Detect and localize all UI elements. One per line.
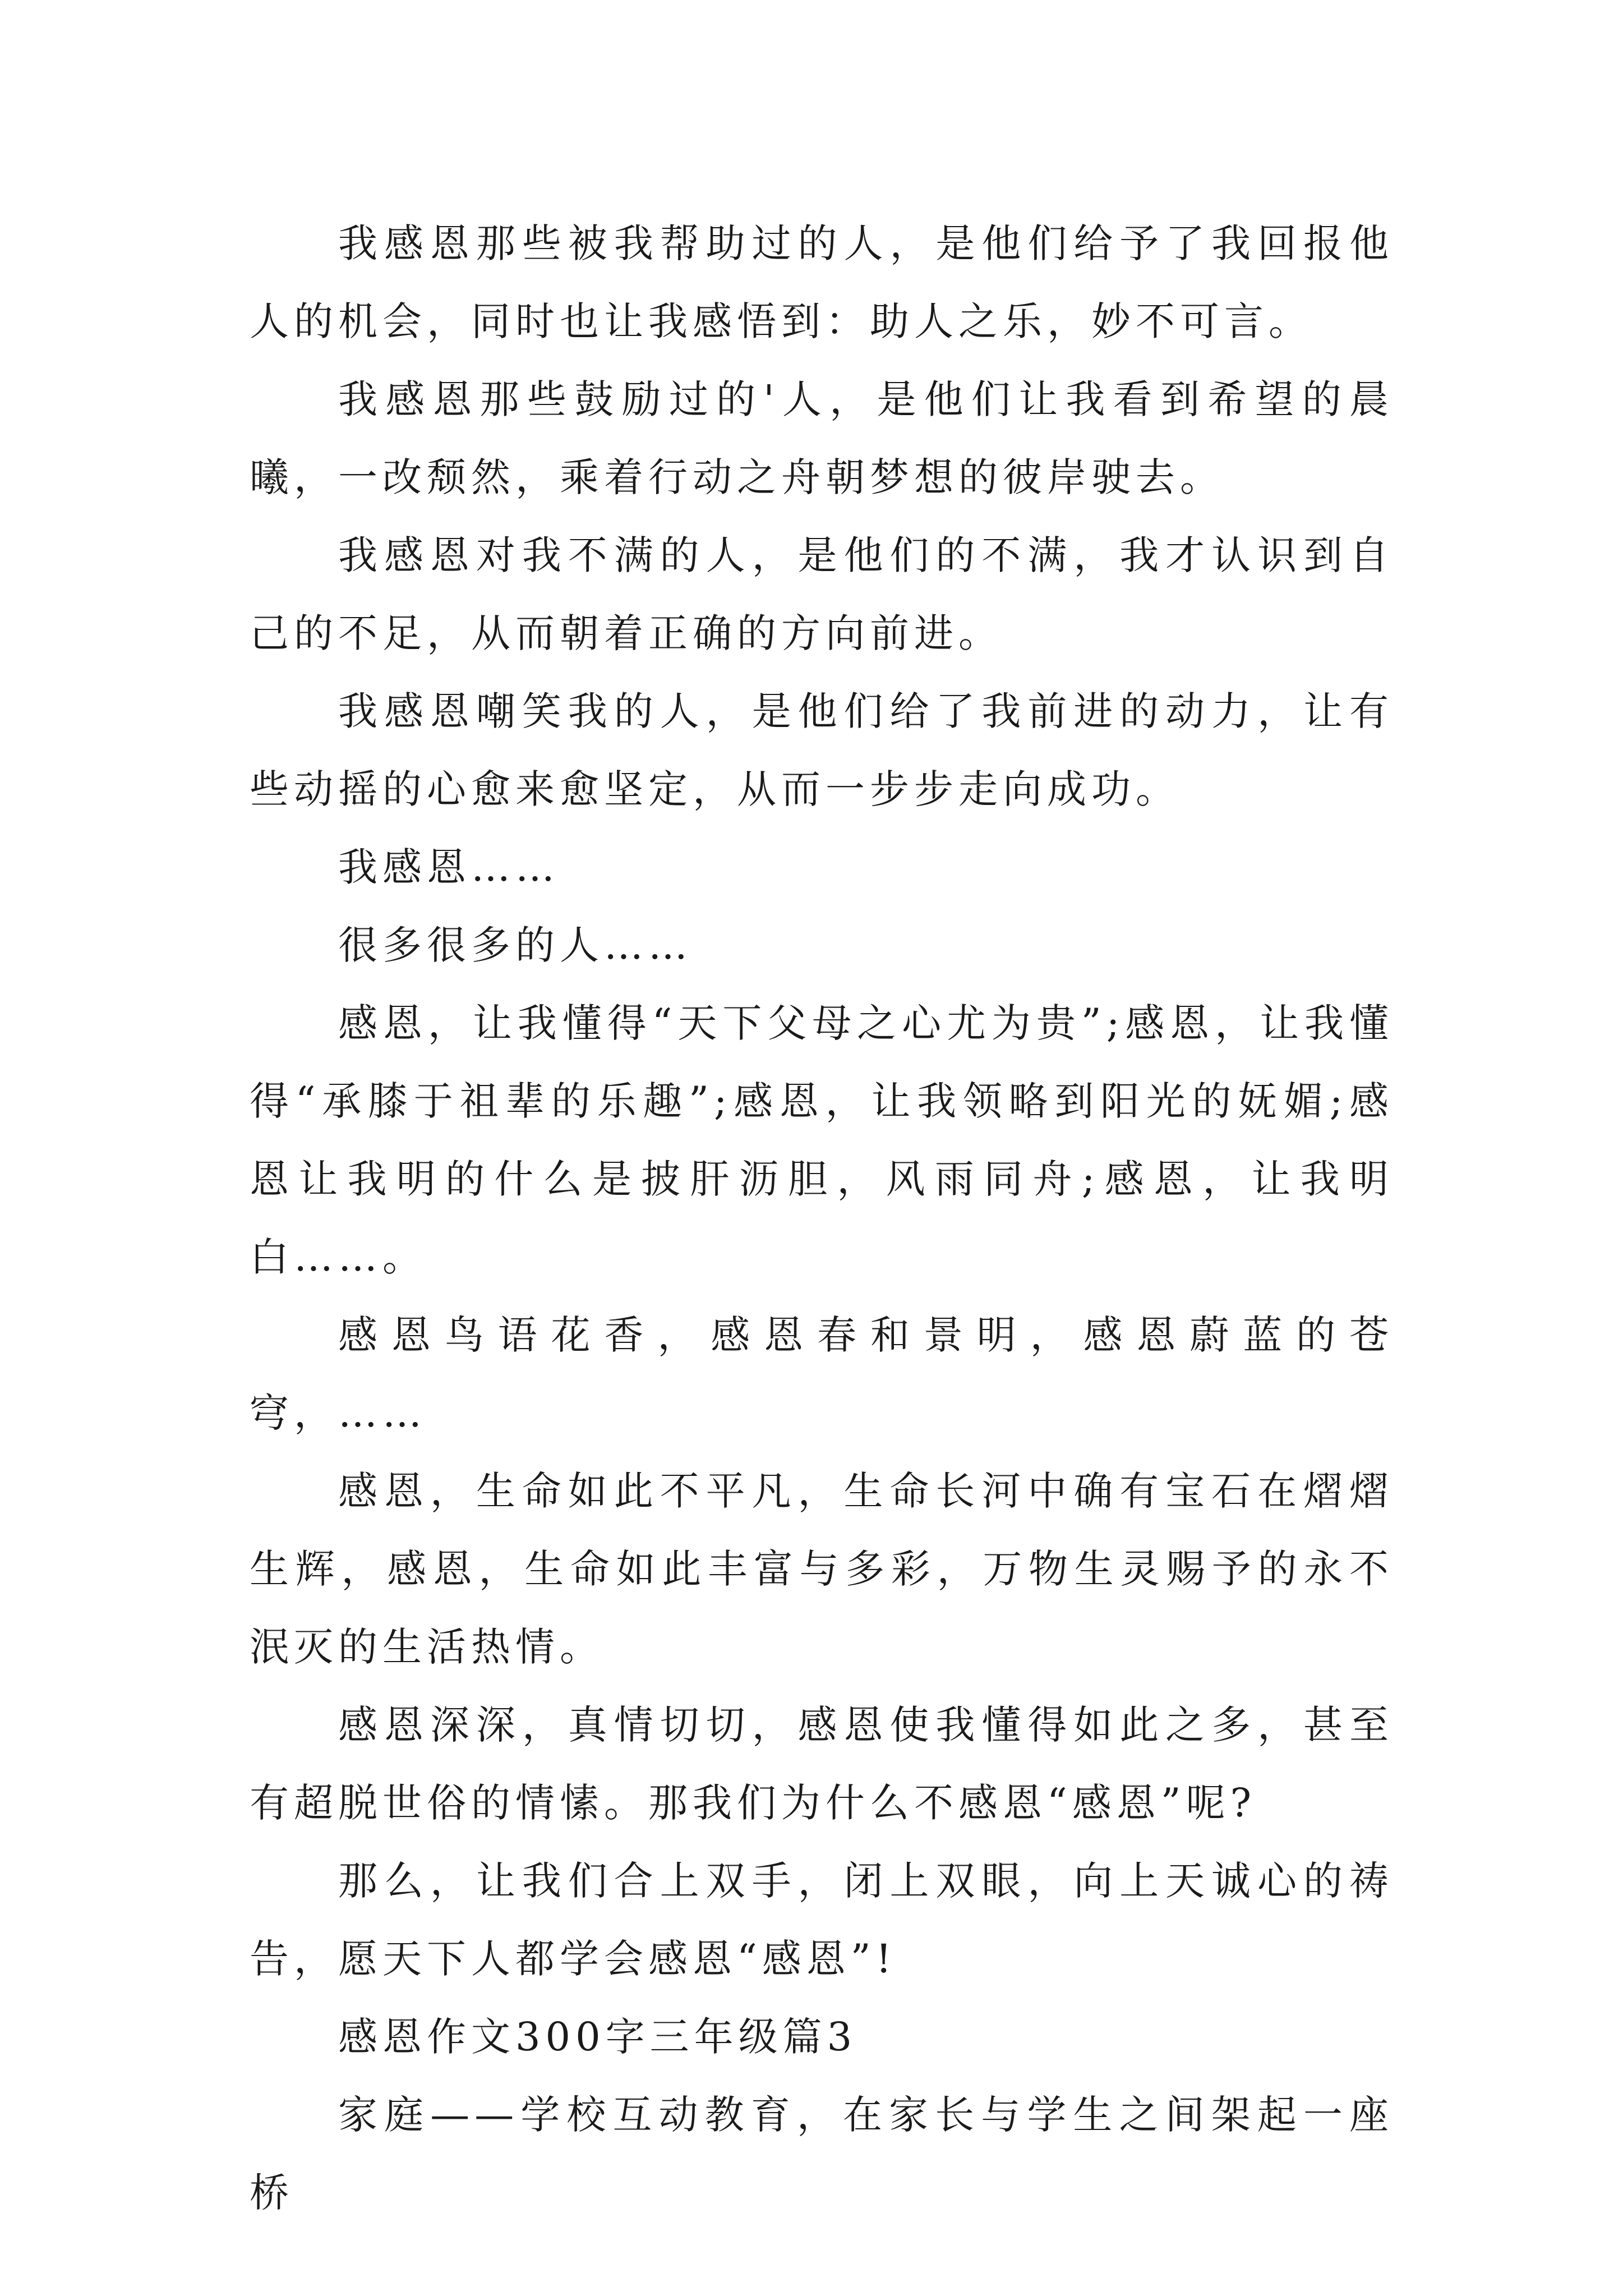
paragraph: 我感恩嘲笑我的人，是他们给了我前进的动力，让有些动摇的心愈来愈坚定，从而一步步走向成功。 xyxy=(250,688,1394,812)
paragraph: 感恩深深，真情切切，感恩使我懂得如此之多，甚至有超脱世俗的情愫。那我们为什么不感恩“感恩”呢? xyxy=(250,1702,1394,1826)
paragraph: 感恩鸟语花香，感恩春和景明，感恩蔚蓝的苍穹，…… xyxy=(250,1312,1394,1436)
paragraph: 那么，让我们合上双手，闭上双眼，向上天诚心的祷告，愿天下人都学会感恩“感恩”! xyxy=(250,1858,1394,1982)
paragraph: 我感恩对我不满的人，是他们的不满，我才认识到自己的不足，从而朝着正确的方向前进。 xyxy=(250,532,1394,656)
paragraph: 我感恩那些鼓励过的'人，是他们让我看到希望的晨曦，一改颓然，乘着行动之舟朝梦想的彼岸驶去。 xyxy=(250,376,1394,500)
paragraph: 感恩，生命如此不平凡，生命长河中确有宝石在熠熠生辉，感恩，生命如此丰富与多彩，万物生灵赐予的永不泯灭的生活热情。 xyxy=(250,1468,1394,1670)
document-body xyxy=(250,205,1394,2232)
paragraph: 感恩，让我懂得“天下父母之心尤为贵”;感恩，让我懂得“承膝于祖辈的乐趣”;感恩，让我领略到阳光的妩媚;感恩让我明的什么是披肝沥胆，风雨同舟;感恩，让我明白……。 xyxy=(250,1000,1394,1280)
paragraph: 我感恩那些被我帮助过的人，是他们给予了我回报他人的机会，同时也让我感悟到：助人之乐，妙不可言。 xyxy=(250,220,1394,344)
paragraph: 很多很多的人…… xyxy=(338,922,693,968)
paragraph: 家庭——学校互动教育，在家长与学生之间架起一座桥 xyxy=(250,2092,1394,2216)
paragraph: 我感恩…… xyxy=(338,844,560,890)
section-heading: 感恩作文300字三年级篇3 xyxy=(338,2014,857,2060)
